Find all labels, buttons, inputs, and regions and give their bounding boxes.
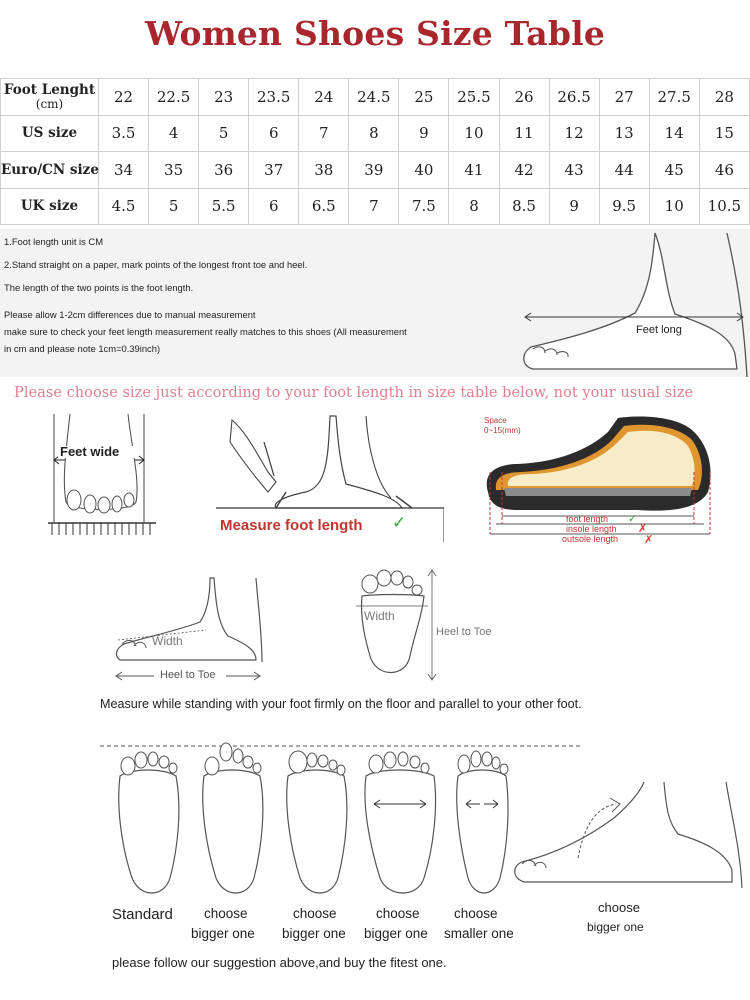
table-cell: 23 — [199, 79, 249, 116]
table-cell: 8.5 — [499, 188, 549, 225]
high-instep-foot-illustration — [504, 778, 744, 898]
heel-to-toe-label: Heel to Toe — [160, 669, 216, 681]
table-cell: 12 — [549, 115, 599, 152]
foot-type-sublabel: bigger one — [587, 920, 644, 934]
row-header-unit: (cm) — [35, 97, 64, 112]
table-cell: 45 — [649, 152, 699, 189]
table-cell: 7.5 — [399, 188, 449, 225]
foot-type-label: choose — [376, 906, 420, 921]
note-line: make sure to check your feet length measurement really matches to this shoes (All measurement — [4, 326, 407, 337]
insole-length-label: insole length — [566, 524, 617, 534]
table-cell: 34 — [99, 152, 149, 189]
table-cell: 26.5 — [549, 79, 599, 116]
feet-long-label: Feet long — [636, 324, 682, 336]
cross-icon: ✗ — [638, 522, 648, 535]
table-cell: 14 — [649, 115, 699, 152]
table-cell: 11 — [499, 115, 549, 152]
table-cell: 4.5 — [99, 188, 149, 225]
row-header: Euro/CN size — [1, 152, 99, 189]
table-cell: 28 — [699, 79, 749, 116]
foot-type-label: choose — [293, 906, 337, 921]
table-cell: 4 — [149, 115, 199, 152]
table-cell: 6 — [249, 188, 299, 225]
top-foot-illustration — [350, 566, 440, 686]
table-row — [1, 79, 750, 116]
table-cell: 8 — [349, 115, 399, 152]
table-cell: 7 — [349, 188, 399, 225]
table-cell: 36 — [199, 152, 249, 189]
outsole-length-label: outsole length — [562, 534, 619, 544]
table-cell: 44 — [599, 152, 649, 189]
note-line: Please allow 1-2cm differences due to manual measurement — [4, 309, 256, 320]
table-cell: 25.5 — [449, 79, 499, 116]
table-cell: 23.5 — [249, 79, 299, 116]
table-cell: 5.5 — [199, 188, 249, 225]
cross-icon: ✗ — [644, 533, 654, 546]
check-icon: ✓ — [628, 512, 638, 525]
table-cell: 42 — [499, 152, 549, 189]
table-cell: 24.5 — [349, 79, 399, 116]
table-cell: 35 — [149, 152, 199, 189]
page-title: Women Shoes Size Table — [144, 14, 606, 53]
foot-type-label: choose — [204, 906, 248, 921]
table-cell: 10 — [649, 188, 699, 225]
table-cell: 9.5 — [599, 188, 649, 225]
table-cell: 26 — [499, 79, 549, 116]
measure-instruction: Measure while standing with your foot firmly on the floor and parallel to your other foot. — [100, 697, 582, 711]
note-line: 2.Stand straight on a paper, mark points of the longest front toe and heel. — [4, 259, 308, 270]
row-header-label: Foot Lenght — [3, 82, 96, 99]
table-cell: 10.5 — [699, 188, 749, 225]
final-suggestion: please follow our suggestion above,and buy the fitest one. — [112, 955, 447, 970]
table-cell: 25 — [399, 79, 449, 116]
foot-long-second-toe — [203, 743, 263, 893]
table-cell: 5 — [149, 188, 199, 225]
table-cell: 37 — [249, 152, 299, 189]
foot-type-label: choose — [454, 906, 498, 921]
heel-to-toe-side-label: Heel to Toe — [436, 626, 492, 638]
table-cell: 9 — [399, 115, 449, 152]
width-label: Width — [152, 634, 183, 648]
size-notice: Please choose size just according to your foot length in size table below, not your usual size — [14, 384, 694, 401]
table-cell: 39 — [349, 152, 399, 189]
table-cell: 24 — [299, 79, 349, 116]
row-header: UK size — [1, 188, 99, 225]
space-range-label: 0~15(mm) — [484, 426, 521, 435]
table-cell: 40 — [399, 152, 449, 189]
space-label: Space — [484, 416, 507, 425]
foot-type-label: Standard — [112, 906, 173, 923]
table-row — [1, 115, 750, 152]
foot-type-sublabel: bigger one — [191, 926, 255, 941]
table-row — [1, 188, 750, 225]
foot-type-label: choose — [598, 900, 640, 915]
check-icon: ✓ — [392, 513, 407, 533]
table-cell: 46 — [699, 152, 749, 189]
table-cell: 43 — [549, 152, 599, 189]
table-cell: 6 — [249, 115, 299, 152]
table-cell: 27.5 — [649, 79, 699, 116]
foot-narrow — [457, 751, 508, 893]
table-cell: 8 — [449, 188, 499, 225]
foot-wide — [365, 752, 436, 893]
measure-foot-length-label: Measure foot length — [220, 517, 363, 534]
table-cell: 22.5 — [149, 79, 199, 116]
table-cell: 3.5 — [99, 115, 149, 152]
foot-type-sublabel: smaller one — [444, 926, 514, 941]
table-cell: 7 — [299, 115, 349, 152]
note-line: in cm and please note 1cm=0.39inch) — [4, 343, 161, 354]
table-cell: 10 — [449, 115, 499, 152]
feet-wide-label: Feet wide — [60, 444, 120, 459]
note-line: The length of the two points is the foot length. — [4, 282, 194, 293]
foot-type-sublabel: bigger one — [282, 926, 346, 941]
table-cell: 15 — [699, 115, 749, 152]
table-cell: 9 — [549, 188, 599, 225]
measurement-notes — [0, 229, 750, 377]
table-row — [1, 152, 750, 189]
row-header — [1, 79, 99, 116]
feet-wide-illustration — [48, 410, 160, 540]
row-header: US size — [1, 115, 99, 152]
table-cell: 13 — [599, 115, 649, 152]
table-cell: 41 — [449, 152, 499, 189]
note-line: 1.Foot length unit is CM — [4, 236, 104, 247]
size-table — [0, 78, 750, 225]
table-cell: 6.5 — [299, 188, 349, 225]
side-foot-illustration — [515, 229, 750, 377]
table-cell: 22 — [99, 79, 149, 116]
table-cell: 27 — [599, 79, 649, 116]
width-top-label: Width — [364, 609, 395, 623]
foot-big-toe — [287, 751, 347, 893]
foot-length-label: foot length — [566, 514, 609, 524]
table-cell: 38 — [299, 152, 349, 189]
foot-type-sublabel: bigger one — [364, 926, 428, 941]
table-cell: 5 — [199, 115, 249, 152]
foot-standard — [119, 752, 179, 893]
